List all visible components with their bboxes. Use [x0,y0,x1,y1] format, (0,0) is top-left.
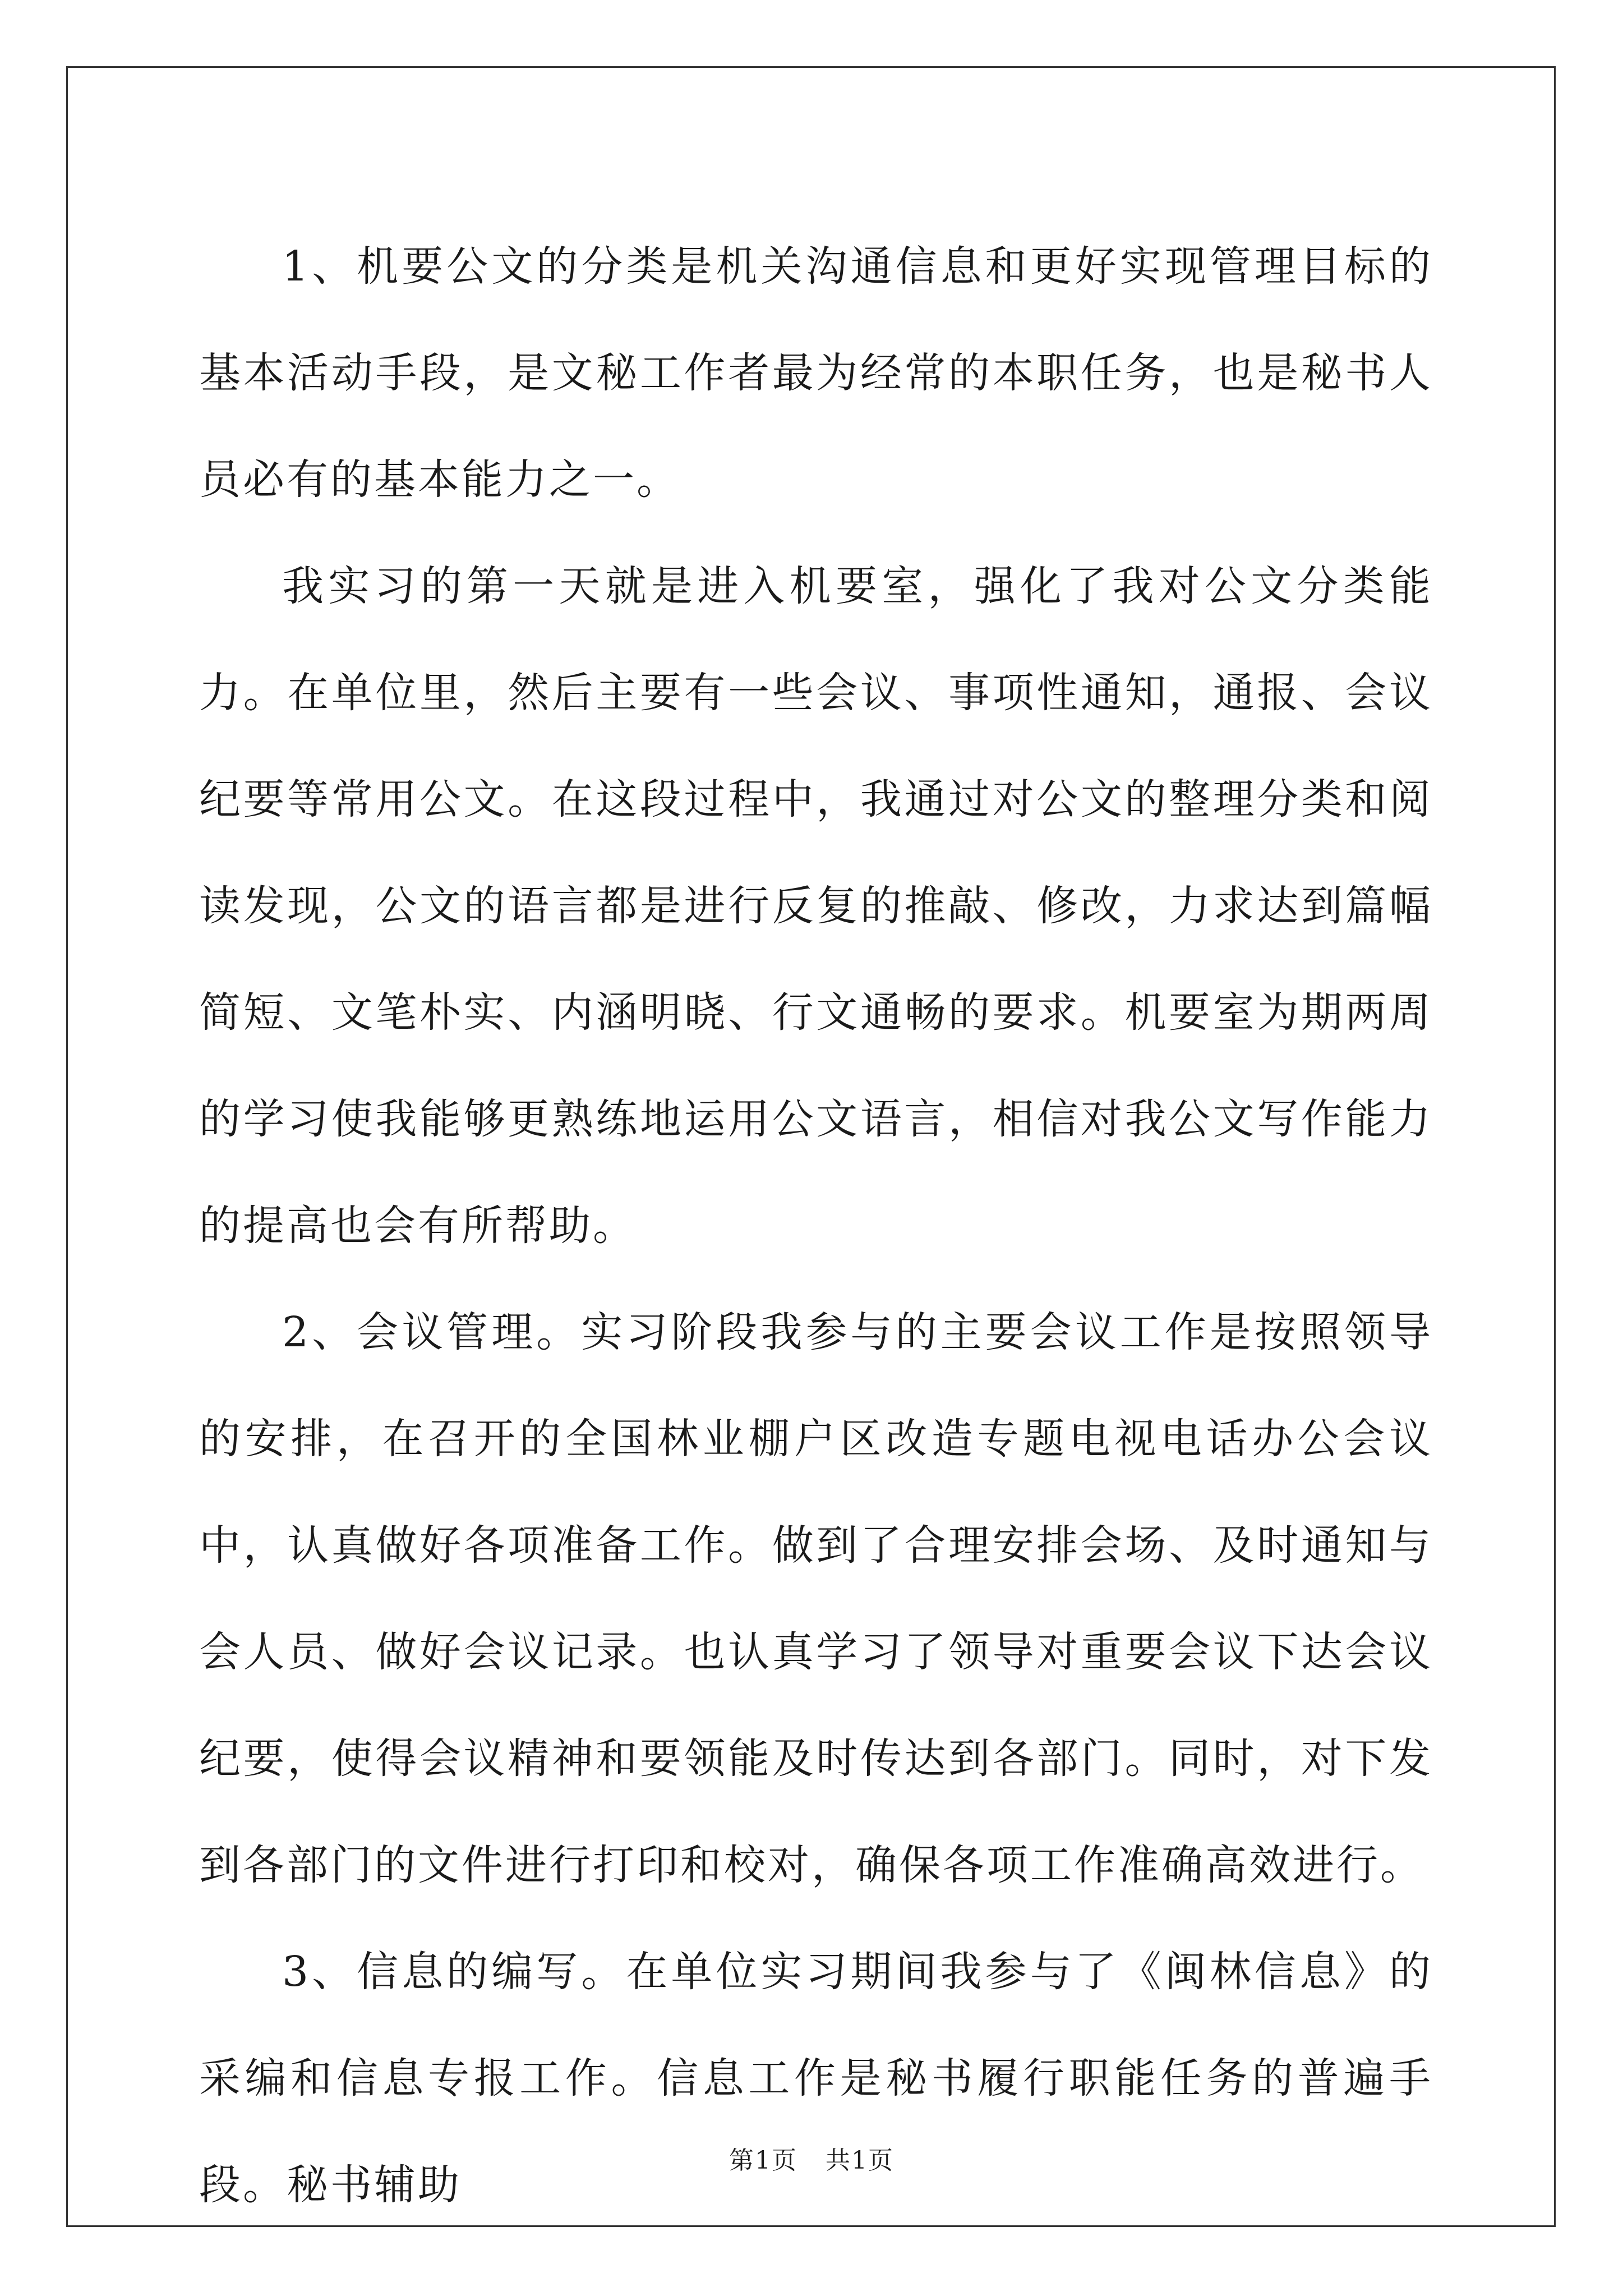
paragraph-3: 2、会议管理。实习阶段我参与的主要会议工作是按照领导的安排，在召开的全国林业棚户区改造专题电视电话办公会议中，认真做好各项准备工作。做到了合理安排会场、及时通知与会人员、做好会议记录。也认真学习了领导对重要会议下达会议纪要，使得会议精神和要领能及时传达到各部门。同时，对下发到各部门的文件进行打印和校对，确保各项工作准确高效进行。 [199,1308,1433,1889]
paragraph-1: 1、机要公文的分类是机关沟通信息和更好实现管理目标的基本活动手段，是文秘工作者最为经常的本职任务，也是秘书人员必有的基本能力之一。 [199,242,1433,504]
page-number: 第1页 [729,2146,797,2175]
paragraph-2: 我实习的第一天就是进入机要室，强化了我对公文分类能力。在单位里，然后主要有一些会议、事项性通知，通报、会议纪要等常用公文。在这段过程中，我通过对公文的整理分类和阅读发现，公文的语言都是进行反复的推敲、修改，力求达到篇幅简短、文笔朴实、内涵明晓、行文通畅的要求。机要室为期两周的学习使我能够更熟练地运用公文语言，相信对我公文写作能力的提高也会有所帮助。 [199,562,1433,1250]
page-footer [0,2140,1623,2176]
document-body [199,213,1433,2238]
paragraph-4: 3、信息的编写。在单位实习期间我参与了《闽林信息》的采编和信息专报工作。信息工作是秘书履行职能任务的普遍手段。秘书辅助 [199,1948,1433,2209]
page-total: 共1页 [826,2146,894,2175]
